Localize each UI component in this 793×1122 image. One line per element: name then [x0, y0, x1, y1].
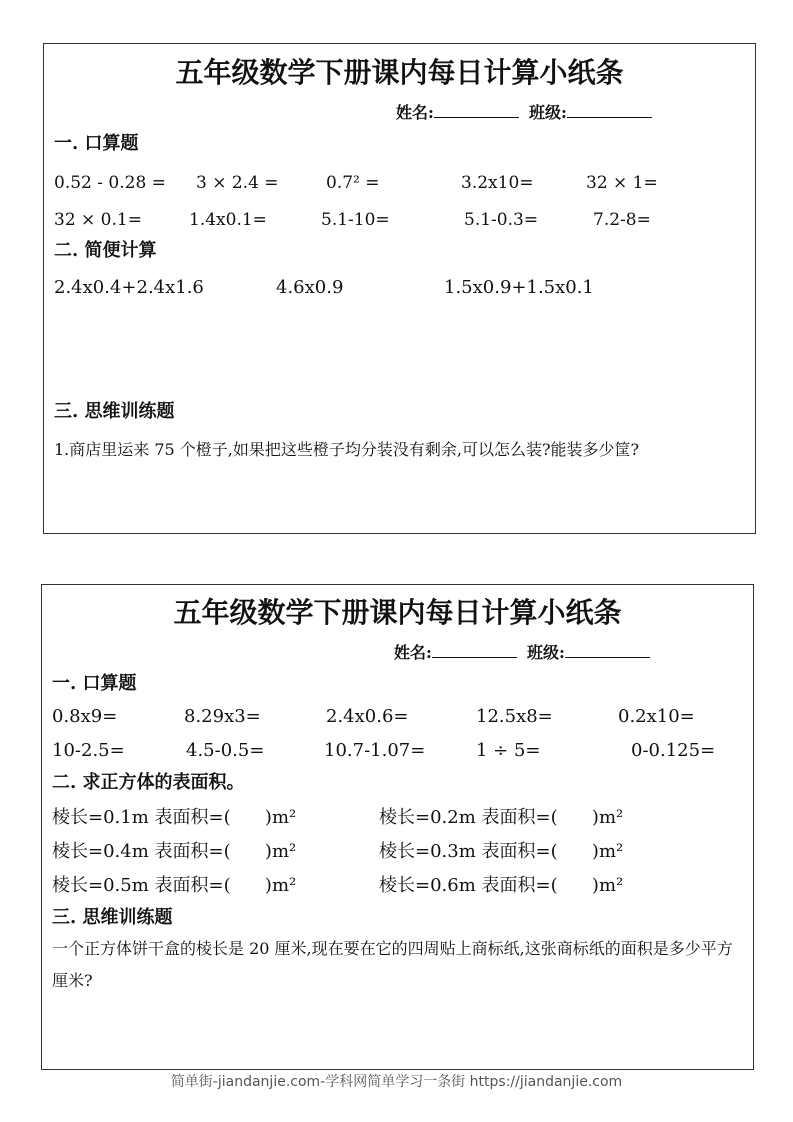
problem: 2.4x0.6= [326, 706, 409, 727]
problem: 12.5x8= [476, 706, 553, 727]
problem: 0-0.125= [631, 740, 716, 761]
problem: 3 × 2.4 = [196, 173, 279, 193]
problem: 棱长=0.6m 表面积=( )m² [379, 875, 624, 896]
problem: 10.7-1.07= [324, 740, 426, 761]
section-heading: 一. 口算题 [52, 673, 137, 694]
problem: 棱长=0.4m 表面积=( )m² [52, 841, 297, 862]
sheet-title: 五年级数学下册课内每日计算小纸条 [175, 56, 624, 89]
word-problem: 一个正方体饼干盒的棱长是 20 厘米,现在要在它的四周贴上商标纸,这张商标纸的面积是多少平方厘米? [52, 939, 733, 990]
problem: 0.7² = [326, 173, 380, 193]
problem: 5.1-10= [321, 210, 390, 230]
problem: 0.52 - 0.28 = [54, 173, 166, 193]
problem: 7.2-8= [593, 210, 651, 230]
name-label: 姓名: [394, 643, 432, 662]
class-label: 班级: [529, 103, 567, 122]
class-label: 班级: [527, 643, 565, 662]
problem: 32 × 0.1= [54, 210, 142, 230]
problem: 1 ÷ 5= [476, 740, 541, 761]
problem: 10-2.5= [52, 740, 125, 761]
section-heading: 一. 口算题 [54, 133, 139, 154]
worksheet-card-1 [43, 43, 756, 534]
problem: 棱长=0.2m 表面积=( )m² [379, 807, 624, 828]
problem: 32 × 1= [586, 173, 658, 193]
problem: 0.8x9= [52, 706, 118, 727]
name-field[interactable] [394, 643, 517, 663]
section-heading: 三. 思维训练题 [52, 907, 173, 928]
problem: 2.4x0.4+2.4x1.6 [54, 277, 204, 298]
class-field[interactable] [527, 643, 650, 663]
problem: 棱长=0.3m 表面积=( )m² [379, 841, 624, 862]
section-heading: 二. 求正方体的表面积。 [52, 772, 245, 793]
name-field[interactable] [396, 103, 519, 123]
problem: 5.1-0.3= [464, 210, 539, 230]
section-heading: 二. 简便计算 [54, 240, 157, 261]
name-label: 姓名: [396, 103, 434, 122]
problem: 棱长=0.5m 表面积=( )m² [52, 875, 297, 896]
problem: 0.2x10= [618, 706, 695, 727]
problem: 4.6x0.9 [276, 277, 344, 298]
problem: 1.4x0.1= [189, 210, 267, 230]
worksheet-card-2 [41, 584, 754, 1070]
problem: 8.29x3= [184, 706, 261, 727]
problem: 棱长=0.1m 表面积=( )m² [52, 807, 297, 828]
problem: 3.2x10= [461, 173, 534, 193]
class-field[interactable] [529, 103, 652, 123]
footer-watermark: 简单街-jiandanjie.com-学科网简单学习一条街 https://jiandanjie.com [170, 1074, 623, 1090]
problem: 1.5x0.9+1.5x0.1 [444, 277, 594, 298]
section-heading: 三. 思维训练题 [54, 401, 175, 422]
problem: 4.5-0.5= [186, 740, 265, 761]
word-problem: 1.商店里运来 75 个橙子,如果把这些橙子均分装没有剩余,可以怎么装?能装多少筐? [54, 440, 640, 459]
sheet-title: 五年级数学下册课内每日计算小纸条 [173, 596, 622, 629]
